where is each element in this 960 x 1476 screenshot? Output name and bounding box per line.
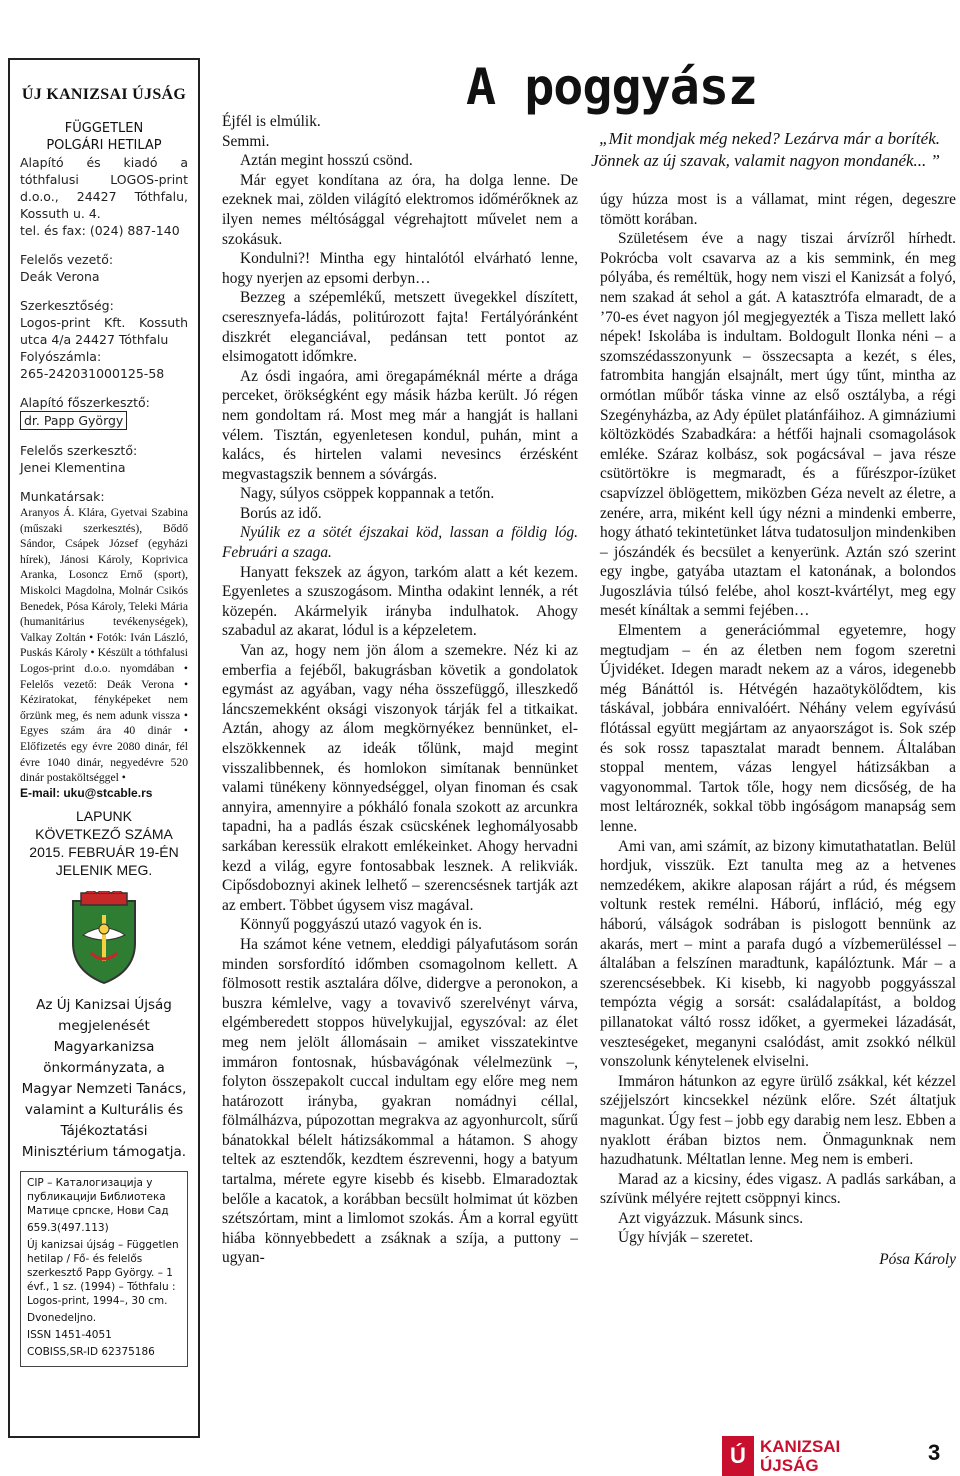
- email-address: E-mail: uku@stcable.rs: [20, 785, 153, 800]
- subtitle-weekly: POLGÁRI HETILAP: [46, 138, 162, 153]
- article-column-2: [600, 190, 956, 1270]
- account-number: 265-242031000125-58: [20, 366, 165, 381]
- next-issue-line1: LAPUNK: [75, 808, 133, 825]
- staff-label: Munkatársak:: [20, 489, 105, 504]
- responsible-editor-label: Felelős szerkesztő:: [20, 443, 138, 458]
- editorial-label: Szerkesztőség:: [20, 298, 114, 313]
- newspaper-logo: [722, 1436, 872, 1476]
- paragraph: Nyúlik ez a sötét éjszakai köd, lassan a földig lóg. Februári a szaga.: [222, 524, 578, 562]
- next-issue-line2: KÖVETKEZŐ SZÁMA: [35, 826, 173, 843]
- epigraph-line2: Jönnek az új szavak, valamit nagyon mondanék... ”: [591, 151, 940, 170]
- paragraph: Ha számot kéne vetnem, eleddigi pályafutásom során minden sorsfordító időmben csomagolnom kellett. A fölmosott restik asztalára dőlve, didergve a peronokon, a buszra kémlelve, vagy a tovavivő szerelvényt várva, elgémberedett stoppos hüvelykujjal, egyszóval: az élet meg nem jelölt állomásain – amiket visszatekintve immáron fontosnak, húsbavágónak vélelmezünk –, folyton összepakolt cuccal indultam egy előre meg nem határozott irányba, gyakran nomádnyi céllal, fölmálházva, púpozottan megrakva az agyonhurcolt, sűrű bánatokkal bélelt hátizsákommal a hátamon. S ahogy teltek az esztendők, kezdtem észrevenni, hogy a batyum tartalma, mérete egyre kisebb és kisebb. Elmaradoztak belőle a kacatok, a korábban becsült holmimat út közben szétszórtam, mint a limlomot szokás. Ám a korral együtt hiába könnyebbedett a zsáknak a szíja, a puttony – ugyan-: [222, 935, 578, 1267]
- support-statement: Az Új Kanizsai Újság megjelenését Magyarkanizsa önkormányzata, a Magyar Nemzeti Tanács, valamint a Kulturális és Tájékoztatási Minisztérium támogatja.: [21, 997, 187, 1161]
- cip-header: CIP – Каталогизација у публикацији Библиотека Матице српске, Нови Сад: [27, 1177, 169, 1218]
- staff-list: Aranyos Á. Klára, Gyetvai Szabina (műszaki szerkesztés), Bődő Sándor, Csápek József (egyházi hírek), Jánosi Károly, Koprivica Aranka, Losoncz Ernő (sport), Miskolci Magdolna, Molnár Csikós Benedek, Pósa Károly, Teleki Mária (humanitárius tevékenységek), Valkay Zoltán • Fotók: Iván László, Puskás Károly • Készült a tóthfalusi Logos-print d.o.o. nyomdában • Felelős vezető: Deák Verona • Kéziratokat, fényképeket nem őrzünk meg, és nem adunk vissza • Egyes szám ára 40 dinár • Előfizetés egy évre 2080 dinár, fél évre 1040 dinár, negyedévre 520 dinár postaköltséggel •: [20, 506, 188, 785]
- paragraph: Nagy, súlyos csöppek koppannak a tetőn.: [240, 485, 495, 503]
- newspaper-title: ÚJ KANIZSAI ÚJSÁG: [21, 86, 187, 103]
- paragraph: Aztán megint hosszú csönd.: [240, 152, 413, 170]
- subtitle-independent: FÜGGETLEN: [64, 121, 144, 136]
- paragraph: Van az, hogy nem jön álom a szemekre. Néz ki az emberfia a fejéből, bakugrásban követik a gondolatok egymást az agyában, vagy néha összefüggő, illeszkedő láncszemekként oksági viszonyok tárják fel a titkaikat. Aztán, ahogy az álom megkörnyékez bennünket, el-elszökkennek az ideák tőlünk, majd megint visszalibbennek, és homlokon simítanak bennünket valami tünékeny könnyedséggel, olyan finoman és csak annyira, amennyire a pókháló fonala szokott az arcunkra tapadni, ha a padlás észak csücskének leghomályosabb sarkában keressük elrakott emlékeinket. Ahogy hervadni kezd a világ, egyre fontosabbak lesznek. A relikviák. Cipősdoboznyi akinek lelhető – szerencsésnek tartják azt az embert. Többet úgysem visz magával.: [222, 642, 578, 914]
- logo-wordmark: [760, 1437, 840, 1475]
- account-label: Folyószámla:: [20, 349, 102, 364]
- editorial-address: Logos-print Kft. Kossuth utca 4/a 24427 Tóthfalu: [20, 315, 188, 347]
- responsible-editor: Jenei Klementina: [20, 460, 126, 475]
- logo-line2: ÚJSÁG: [760, 1456, 819, 1475]
- paragraph: Az ósdi ingaóra, ami öregapáméknál mérte a drága perceket, örökségként egy másik házba került. Jó régen nem gondoltam rá. Most meg már a hangját is hallani vélem. Tisztán, egyenletesen kondul, puhán, mint a kalács, és hirtelen valami nevesincs érzésként megvastagszik bennem a sóvárgás.: [222, 367, 578, 483]
- cip-cobiss: COBISS,SR-ID 62375186: [27, 1346, 155, 1359]
- paragraph: Úgy hívják – szeretet.: [618, 1229, 754, 1247]
- paragraph: úgy húzza most is a vállamat, mint régen, degeszre tömött korában.: [600, 191, 956, 228]
- logo-line1: KANIZSAI: [760, 1437, 841, 1456]
- coat-of-arms-icon: [61, 891, 147, 987]
- paragraph: Kondulni?! Mintha egy hintalótól elvárható lenne, hogy nyerjen az epsomi derbyn…: [222, 250, 578, 287]
- responsible-leader: Deák Verona: [20, 269, 100, 284]
- cip-box: [20, 1171, 188, 1367]
- epigraph-line1: „Mit mondjak még neked? Lezárva már a boríték.: [599, 129, 940, 148]
- paragraph: Bezzeg a szépemlékű, metszett üvegekkel díszített, cseresznyefa-ládás, politúrozott fajta! Fertályóránként diszkrét eleganciával, pedánsan tett pontot az elsimogatott időmkre.: [222, 289, 578, 366]
- masthead-sidebar: [8, 58, 200, 1438]
- article-title: A poggyász: [466, 58, 758, 116]
- next-issue-line4: JELENIK MEG.: [55, 862, 153, 879]
- paragraph: Ami van, ami számít, az bizony kimutathatatlan. Belül hordjuk, visszük. Ezt tanulta meg az a hetvenes nemzedékem, akikre alaposan rájárt a rúd, és mégsem voltunk restek remélni. Háború, infláció, még egy háború, válságok sodrában is pislogott bennünk az akarás, mert – mint a parafa dugó a vízbemerüléssel – általában a felszínen maradtunk, kapálóztunk. Már – a szerencsésebbek. Ki kisebb, ki nagyobb poggyásszal tempózta végig a sorsát: családalapítást, a boldog pillanatokat váltó rossz időket, a gyermekei lázadását, veszteségeket, meganyni csalódást, amit zsokkó nélkül vonszolunk kénytelenek elviselni.: [600, 837, 956, 1071]
- paragraph: Éjfél is elmúlik.: [222, 113, 321, 130]
- cip-issn: ISSN 1451-4051: [27, 1329, 112, 1342]
- paragraph: Elmentem a generációmmal egyetemre, hogy megtudjam – én az életben nem fogom szeretni Újvidéket. Idegen maradt nekem az a város, idegenebb még Bánáttól is. Hétvégén hazaötykölődtem, kis táskával, jobbára ennivalóért. Néhány velem egyívású flótással együtt megjártam az anyaországot is. Sok szép és sok rossz tapasztalat maradt bennem. Általában stoppal mentem, vázas lengyel hátizsákban a vagyonommal. Tartok tőle, hogy nem dicsőség, de ha most leltároznék, sokkal több ingóságom manapság sem lenne.: [600, 622, 956, 835]
- paragraph: Születésem éve a nagy tiszai árvízről hírhedt. Pokrócba volt csavarva az a kis semmink, én meg pólyába, és reméltük, hogy nem viszi el Kanizsát a folyó, nem szakad át sehol a gát. A katasztrófa elmaradt, de a ’70-es évet nagyon jól megjegyezték a Tisza mellett lakó népek! Iskolába is indultam. Boldogult Ilonka néni – a szomszédasszonyunk – összecsapta a kezét, s éles, fatrombita hangján elsajnált, mert úgy tűnt, mintha az ormótlan műbőr táska vinne az első osztályba, a régi Szegényházba, az Ady épület platánfáihoz. A gimnáziumi költözködés Szabadkára: a hétfői hajnali csomagolások emléke. Száraz kolbász, sok pogácsával – java része csütörtökre is megmaradt, és a fűrészpor-ízüket csapvízzel öblögettem, miközben Géza nevelt az életre, a zenére, arra, miként kell úgy nézni a mindenki emberre, hogy átható tekintetünket látva tudatosuljon mindenkiben – jószándék és becsület a kenyerünk. Aztán szó szerint egy ingbe, gatyába utaztam el katonának, a bolondos Jugoszlávia túlsó felébe, ahol koszt-kvártélyt, meg egy mesét kínáltak a semmi fejében…: [600, 230, 956, 620]
- publisher-info: Alapító és kiadó a tóthfalusi LOGOS-print d.o.o., 24427 Tóthfalu, Kossuth u. 4.: [20, 155, 188, 221]
- next-issue-notice: [20, 807, 188, 879]
- paragraph: Hanyatt fekszek az ágyon, tarkóm alatt a két kezem. Egyenletes a szuszogásom. Mintha odakint lennék, a rét közepén. Akármelyik irányba indulhatok. Ahogy szabadul az akarat, lódul is a képzeletem.: [222, 563, 578, 640]
- responsible-leader-label: Felelős vezető:: [20, 252, 114, 267]
- founder-editor: dr. Papp György: [20, 411, 127, 430]
- paragraph: Immáron hátunkon az egyre ürülő zsákkal, két kézzel széjjelszórt kincsekkel nézünk előre. Szét áltatjuk magunkat. Úgy fest – jobb egy darabig nem lesz. Ebben a nyaklott érában biztos nem. Önmagunknak nem hazudhatunk. Méltatlan lenne. Meg nem is emberi.: [600, 1072, 956, 1169]
- paragraph: Azt vigyázzuk. Másunk sincs.: [618, 1209, 804, 1227]
- cip-udc: 659.3(497.113): [27, 1222, 109, 1235]
- article-author: Pósa Károly: [879, 1251, 956, 1269]
- article-column-1: [222, 112, 578, 1268]
- logo-mark: Ú: [722, 1436, 754, 1476]
- paragraph: Könnyű poggyászú utazó vagyok én is.: [240, 916, 482, 934]
- page-number: 3: [928, 1440, 941, 1465]
- article-epigraph: [520, 128, 940, 172]
- next-issue-line3: 2015. FEBRUÁR 19-ÉN: [29, 844, 179, 861]
- cip-frequency: Dvonedeljno.: [27, 1312, 97, 1325]
- founder-editor-label: Alapító főszerkesztő:: [20, 395, 150, 410]
- phone-fax: tel. és fax: (024) 887-140: [20, 223, 180, 238]
- paragraph: Marad az a kicsiny, édes vigasz. A padlás sarkában, a szívünk mélyére rejtett csöppnyi kincs.: [600, 1170, 956, 1208]
- paragraph: Semmi.: [222, 132, 270, 150]
- paragraph: Borús az idő.: [240, 504, 322, 522]
- cip-description: Új kanizsai újság – Független hetilap / Fő- és felelős szerkesztő Papp György. – 1 évf., 1 sz. (1994) – Tóthfalu : Logos-print, 1994–, 30 cm.: [27, 1239, 179, 1308]
- paragraph: Már egyet kondítana az óra, ha dolga lenne. De ezeknek mai, zölden világító elektromos időmérőknek az ilyen nemes méltósággal végrehajtott művelet nem a szokásuk.: [222, 171, 578, 248]
